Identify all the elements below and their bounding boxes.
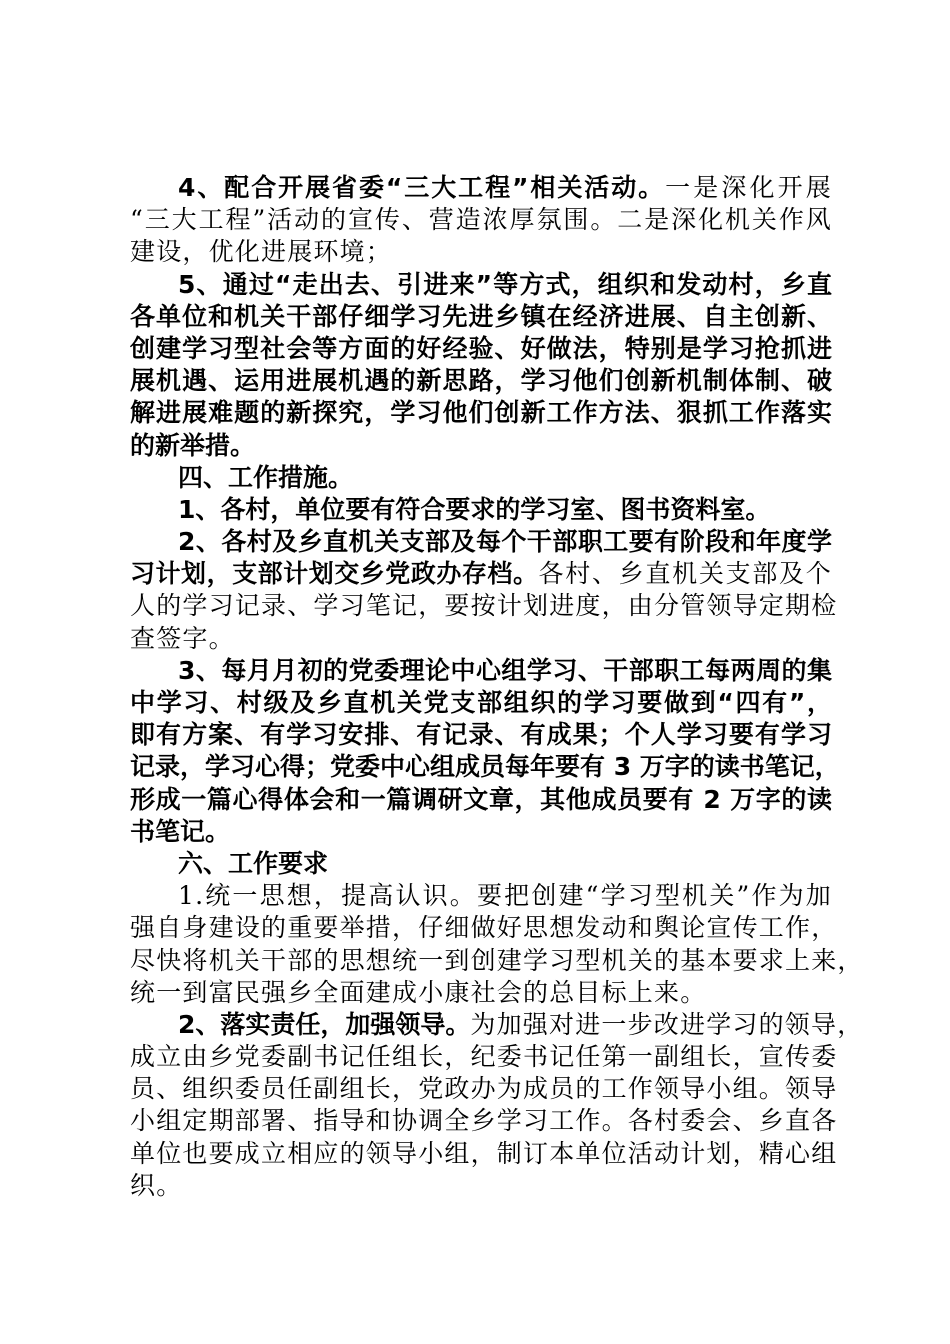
text-line	[130, 462, 832, 494]
text-line	[130, 880, 832, 912]
body-text: 建设，优化进展环境；	[130, 237, 393, 267]
body-text: 员、组织委员任副组长，党政办为成员的工作领导小组。领导	[130, 1074, 838, 1104]
text-line	[130, 526, 832, 558]
bold-text: 展机遇、运用进展机遇的新思路，学习他们创新机制体制、破	[130, 366, 832, 396]
text-line	[130, 558, 832, 590]
text-line	[130, 977, 832, 1009]
bold-text: 各单位和机关干部仔细学习先进乡镇在经济进展、自主创新、	[130, 301, 832, 331]
text-line	[130, 1170, 832, 1202]
body-text: 各村、乡直机关支部及个	[538, 559, 832, 589]
bold-text: 4、配合开展省委“三大工程”相关活动。	[178, 173, 666, 202]
bold-text: 即有方案、有学习安排、有记录、有成果；个人学习要有学习	[130, 720, 832, 750]
bold-text: 书笔记。	[130, 816, 231, 846]
body-text: 为加强对进一步改进学习的领导，	[470, 1009, 864, 1039]
bold-text: 习计划，支部计划交乡党政办存档。	[130, 559, 539, 589]
bold-text: 中学习、村级及乡直机关党支部组织的学习要做到“四有”，	[130, 688, 832, 717]
body-text: 查签字。	[130, 623, 235, 653]
body-text: 强自身建设的重要举措，仔细做好思想发动和舆论宣传工作，	[130, 913, 838, 943]
body-text: 织。	[130, 1170, 183, 1200]
text-line	[130, 1138, 838, 1170]
text-line	[130, 397, 832, 429]
bold-text: 六、工作要求	[178, 848, 329, 878]
bold-text: 创建学习型社会等方面的好经验、好做法，特别是学习抢抓进	[130, 333, 832, 363]
text-line	[130, 1041, 838, 1073]
document-body	[130, 172, 864, 1202]
bold-text: 5、通过“走出去、引进来”等方式，组织和发动村，乡直	[178, 269, 832, 299]
bold-text: 解进展难题的新探究，学习他们创新工作方法、狠抓工作落实	[130, 398, 832, 428]
text-line	[130, 719, 832, 751]
text-line	[130, 269, 832, 301]
text-line	[130, 365, 832, 397]
bold-text: 3、每月月初的党委理论中心组学习、干部职工每两周的集	[178, 655, 832, 685]
text-line	[130, 751, 840, 783]
body-text: 单位也要成立相应的领导小组，制订本单位活动计划，精心组	[130, 1138, 838, 1168]
text-line	[130, 848, 832, 880]
text-line	[130, 1105, 838, 1137]
text-line	[130, 172, 832, 204]
text-line	[130, 301, 832, 333]
text-line	[130, 590, 838, 622]
text-line	[130, 945, 864, 977]
body-text: 1.统一思想，提高认识。要把创建“学习型机关”作为加	[178, 881, 832, 911]
text-line	[130, 623, 832, 655]
body-text: 一是深化开展	[665, 173, 833, 202]
text-line	[130, 430, 832, 462]
body-text: 人的学习记录、学习笔记，要按计划进度，由分管领导定期检	[130, 591, 838, 621]
text-line	[130, 816, 832, 848]
body-text: 尽快将机关干部的思想统一到创建学习型机关的基本要求上来，	[130, 945, 864, 975]
bold-text: 2、落实责任，加强领导。	[178, 1009, 471, 1039]
bold-text: 形成一篇心得体会和一篇调研文章，其他成员要有 2 万字的读	[130, 784, 832, 814]
text-line	[130, 1073, 838, 1105]
text-line	[130, 784, 832, 816]
text-line	[130, 333, 832, 365]
text-line	[130, 655, 832, 687]
text-line	[130, 912, 838, 944]
body-text: 成立由乡党委副书记任组长，纪委书记任第一副组长，宣传委	[130, 1042, 838, 1072]
text-line	[130, 236, 832, 268]
text-line	[130, 1009, 864, 1041]
body-text: 小组定期部署、指导和协调全乡学习工作。各村委会、乡直各	[130, 1106, 838, 1136]
text-line	[130, 687, 832, 719]
bold-text: 的新举措。	[130, 430, 256, 460]
body-text: 统一到富民强乡全面建成小康社会的总目标上来。	[130, 977, 707, 1007]
bold-text: 记录，学习心得；党委中心组成员每年要有 3 万字的读书笔记，	[130, 752, 840, 782]
text-line	[130, 204, 832, 236]
bold-text: 1、各村，单位要有符合要求的学习室、图书资料室。	[178, 494, 771, 524]
text-line	[130, 494, 832, 526]
body-text: “三大工程”活动的宣传、营造浓厚氛围。二是深化机关作风	[130, 205, 832, 235]
bold-text: 四、工作措施。	[178, 462, 354, 492]
bold-text: 2、各村及乡直机关支部及每个干部职工要有阶段和年度学	[178, 527, 832, 557]
